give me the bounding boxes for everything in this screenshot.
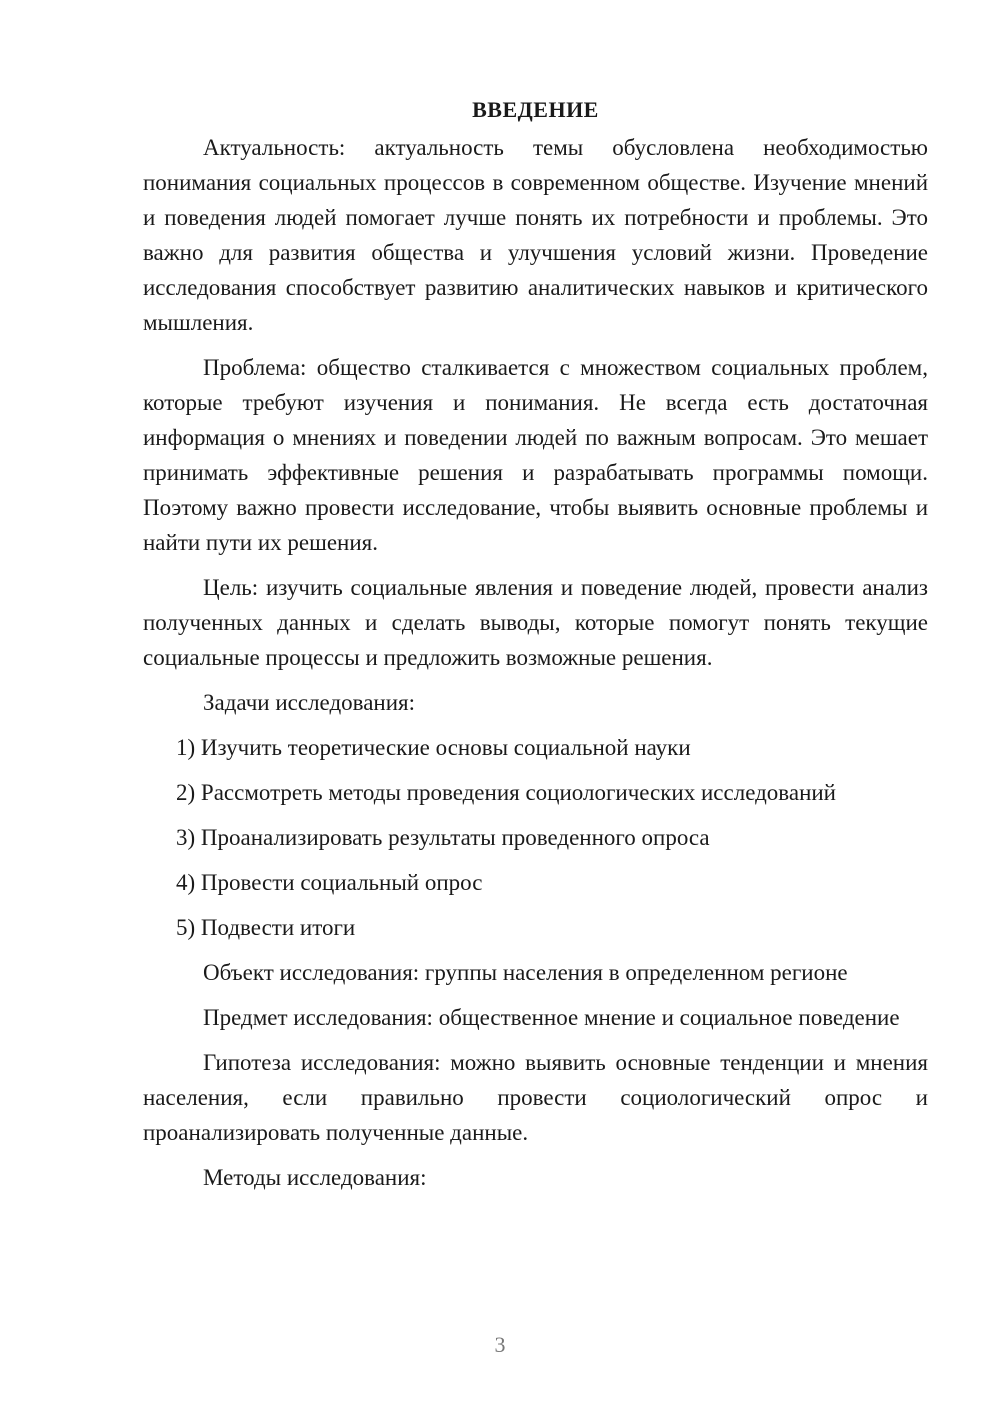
methods-heading: Методы исследования: — [203, 1165, 427, 1190]
list-item: 1) Изучить теоретические основы социальной науки — [176, 735, 691, 760]
list-item: 2) Рассмотреть методы проведения социологических исследований — [176, 780, 836, 805]
goal-paragraph: Цель: изучить социальные явления и поведение людей, провести анализ полученных данных и сделать выводы, которые помогут понять текущие социальные процессы и предложить возможные решения. — [143, 575, 928, 670]
subject-paragraph: Предмет исследования: общественное мнение и социальное поведение — [203, 1005, 900, 1030]
list-item: 3) Проанализировать результаты проведенного опроса — [176, 825, 710, 850]
tasks-heading: Задачи исследования: — [203, 690, 416, 715]
tasks-list — [143, 730, 928, 945]
hypothesis-paragraph: Гипотеза исследования: можно выявить основные тенденции и мнения населения, если правильно провести социологический опрос и проанализировать полученные данные. — [143, 1050, 928, 1145]
object-paragraph: Объект исследования: группы населения в определенном регионе — [203, 960, 848, 985]
problem-paragraph: Проблема: общество сталкивается с множеством социальных проблем, которые требуют изучения и понимания. Не всегда есть достаточная информация о мнениях и поведении людей по важным вопросам. Это мешает принимать эффективные решения и разрабатывать программы помощи. Поэтому важно провести исследование, чтобы выявить основные проблемы и найти пути их решения. — [143, 355, 928, 555]
relevance-paragraph: Актуальность: актуальность темы обусловлена необходимостью понимания социальных процессов в современном обществе. Изучение мнений и поведения людей помогает лучше понять их потребности и проблемы. Это важно для развития общества и улучшения условий жизни. Проведение исследования способствует развитию аналитических навыков и критического мышления. — [143, 135, 928, 335]
list-item: 5) Подвести итоги — [176, 915, 356, 940]
section-heading: ВВЕДЕНИЕ — [472, 97, 599, 122]
list-item: 4) Провести социальный опрос — [176, 870, 483, 895]
page-content — [143, 92, 928, 1205]
page-number: 3 — [494, 1332, 506, 1357]
